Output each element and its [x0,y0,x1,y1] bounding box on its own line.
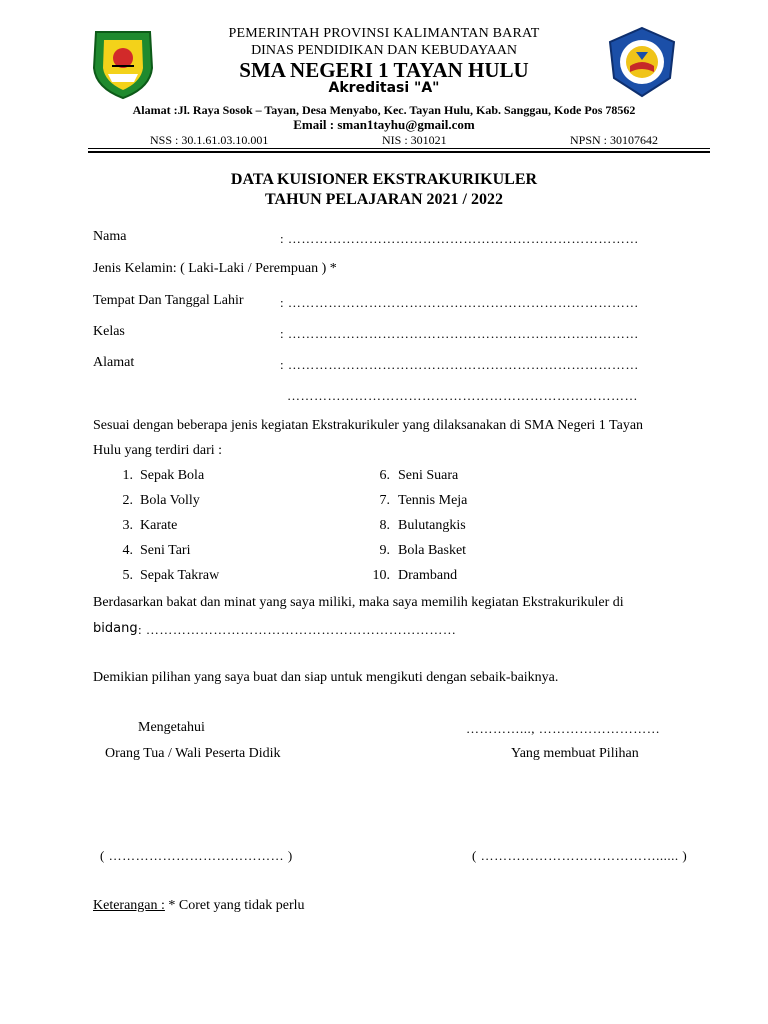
activity-item: Bulutangkis [398,518,466,533]
place-date-field[interactable]: …………..., ……………………… [466,721,661,736]
nss-number: NSS : 30.1.61.03.10.001 [150,133,269,147]
activity-item: Karate [140,518,178,533]
nama-field[interactable]: : …………………………………………………………………… [280,231,639,246]
activity-num: 8. [379,518,390,533]
note-text: * Coret yang tidak perlu [164,898,305,913]
bidang-field[interactable]: : …………………………………………………………… [138,622,457,637]
bidang-label: bidang [93,621,138,636]
ttl-field[interactable]: : …………………………………………………………………… [280,295,639,310]
intro-line2: Hulu yang terdiri dari : [93,443,223,458]
npsn-number: NPSN : 30107642 [570,133,659,147]
alamat-field[interactable]: : …………………………………………………………………… [280,357,639,372]
note [93,898,305,914]
activity-num: 2. [122,493,133,508]
parent-label: Orang Tua / Wali Peserta Didik [105,746,281,761]
activity-num: 1. [122,468,133,483]
header-line1: PEMERINTAH PROVINSI KALIMANTAN BARAT [228,26,540,41]
activity-num: 4. [122,543,133,558]
activity-item: Bola Basket [398,543,467,558]
header-divider-thick [88,151,710,153]
header-line2: DINAS PENDIDIKAN DAN KEBUDAYAAN [251,43,517,58]
choice-line1: Berdasarkan bakat dan minat yang saya miliki, maka saya memilih kegiatan Ekstrakurikuler di [93,595,624,610]
kelas-field[interactable]: : …………………………………………………………………… [280,326,639,341]
nama-label: Nama [93,229,127,244]
nis-number: NIS : 301021 [382,133,447,147]
activity-num: 6. [379,468,390,483]
activity-num: 10. [372,568,390,583]
school-email: Email : sman1tayhu@gmail.com [293,117,475,132]
activity-item: Sepak Takraw [140,568,220,583]
alamat-label: Alamat [93,355,135,370]
parent-signature-line[interactable]: ( ………………………………… ) [100,848,293,863]
maker-label: Yang membuat Pilihan [511,746,639,761]
alamat-field-line2[interactable]: …………………………………………………………………… [287,388,638,403]
maker-signature-line[interactable]: ( …………………………………...... ) [472,848,688,863]
activity-item: Dramband [398,568,458,583]
document-title: DATA KUISIONER EKSTRAKURIKULER [230,171,538,188]
activity-item: Seni Suara [398,468,459,483]
header-divider [88,148,710,149]
school-name: SMA NEGERI 1 TAYAN HULU [239,58,529,82]
activity-num: 3. [122,518,133,533]
activity-num: 9. [379,543,390,558]
jenis-kelamin-label: Jenis Kelamin: ( Laki-Laki / Perempuan ) * [93,261,337,276]
closing-statement: Demikian pilihan yang saya buat dan siap untuk mengikuti dengan sebaik-baiknya. [93,670,559,685]
activity-item: Tennis Meja [398,493,468,508]
accreditation: Akreditasi "A" [328,80,440,96]
activity-num: 5. [122,568,133,583]
activity-num: 7. [379,493,390,508]
activity-item: Seni Tari [140,543,191,558]
mengetahui-label: Mengetahui [138,720,205,735]
intro-line1: Sesuai dengan beberapa jenis kegiatan Ekstrakurikuler yang dilaksanakan di SMA Negeri 1 Tayan [93,418,644,433]
school-address: Alamat :Jl. Raya Sosok – Tayan, Desa Menyabo, Kec. Tayan Hulu, Kab. Sanggau, Kode Pos 78562 [132,103,636,117]
document-subtitle: TAHUN PELAJARAN 2021 / 2022 [265,191,503,208]
ttl-label: Tempat Dan Tanggal Lahir [93,293,244,308]
activity-item: Bola Volly [140,493,200,508]
activity-item: Sepak Bola [140,468,205,483]
kelas-label: Kelas [93,324,125,339]
note-label: Keterangan : [93,898,165,913]
